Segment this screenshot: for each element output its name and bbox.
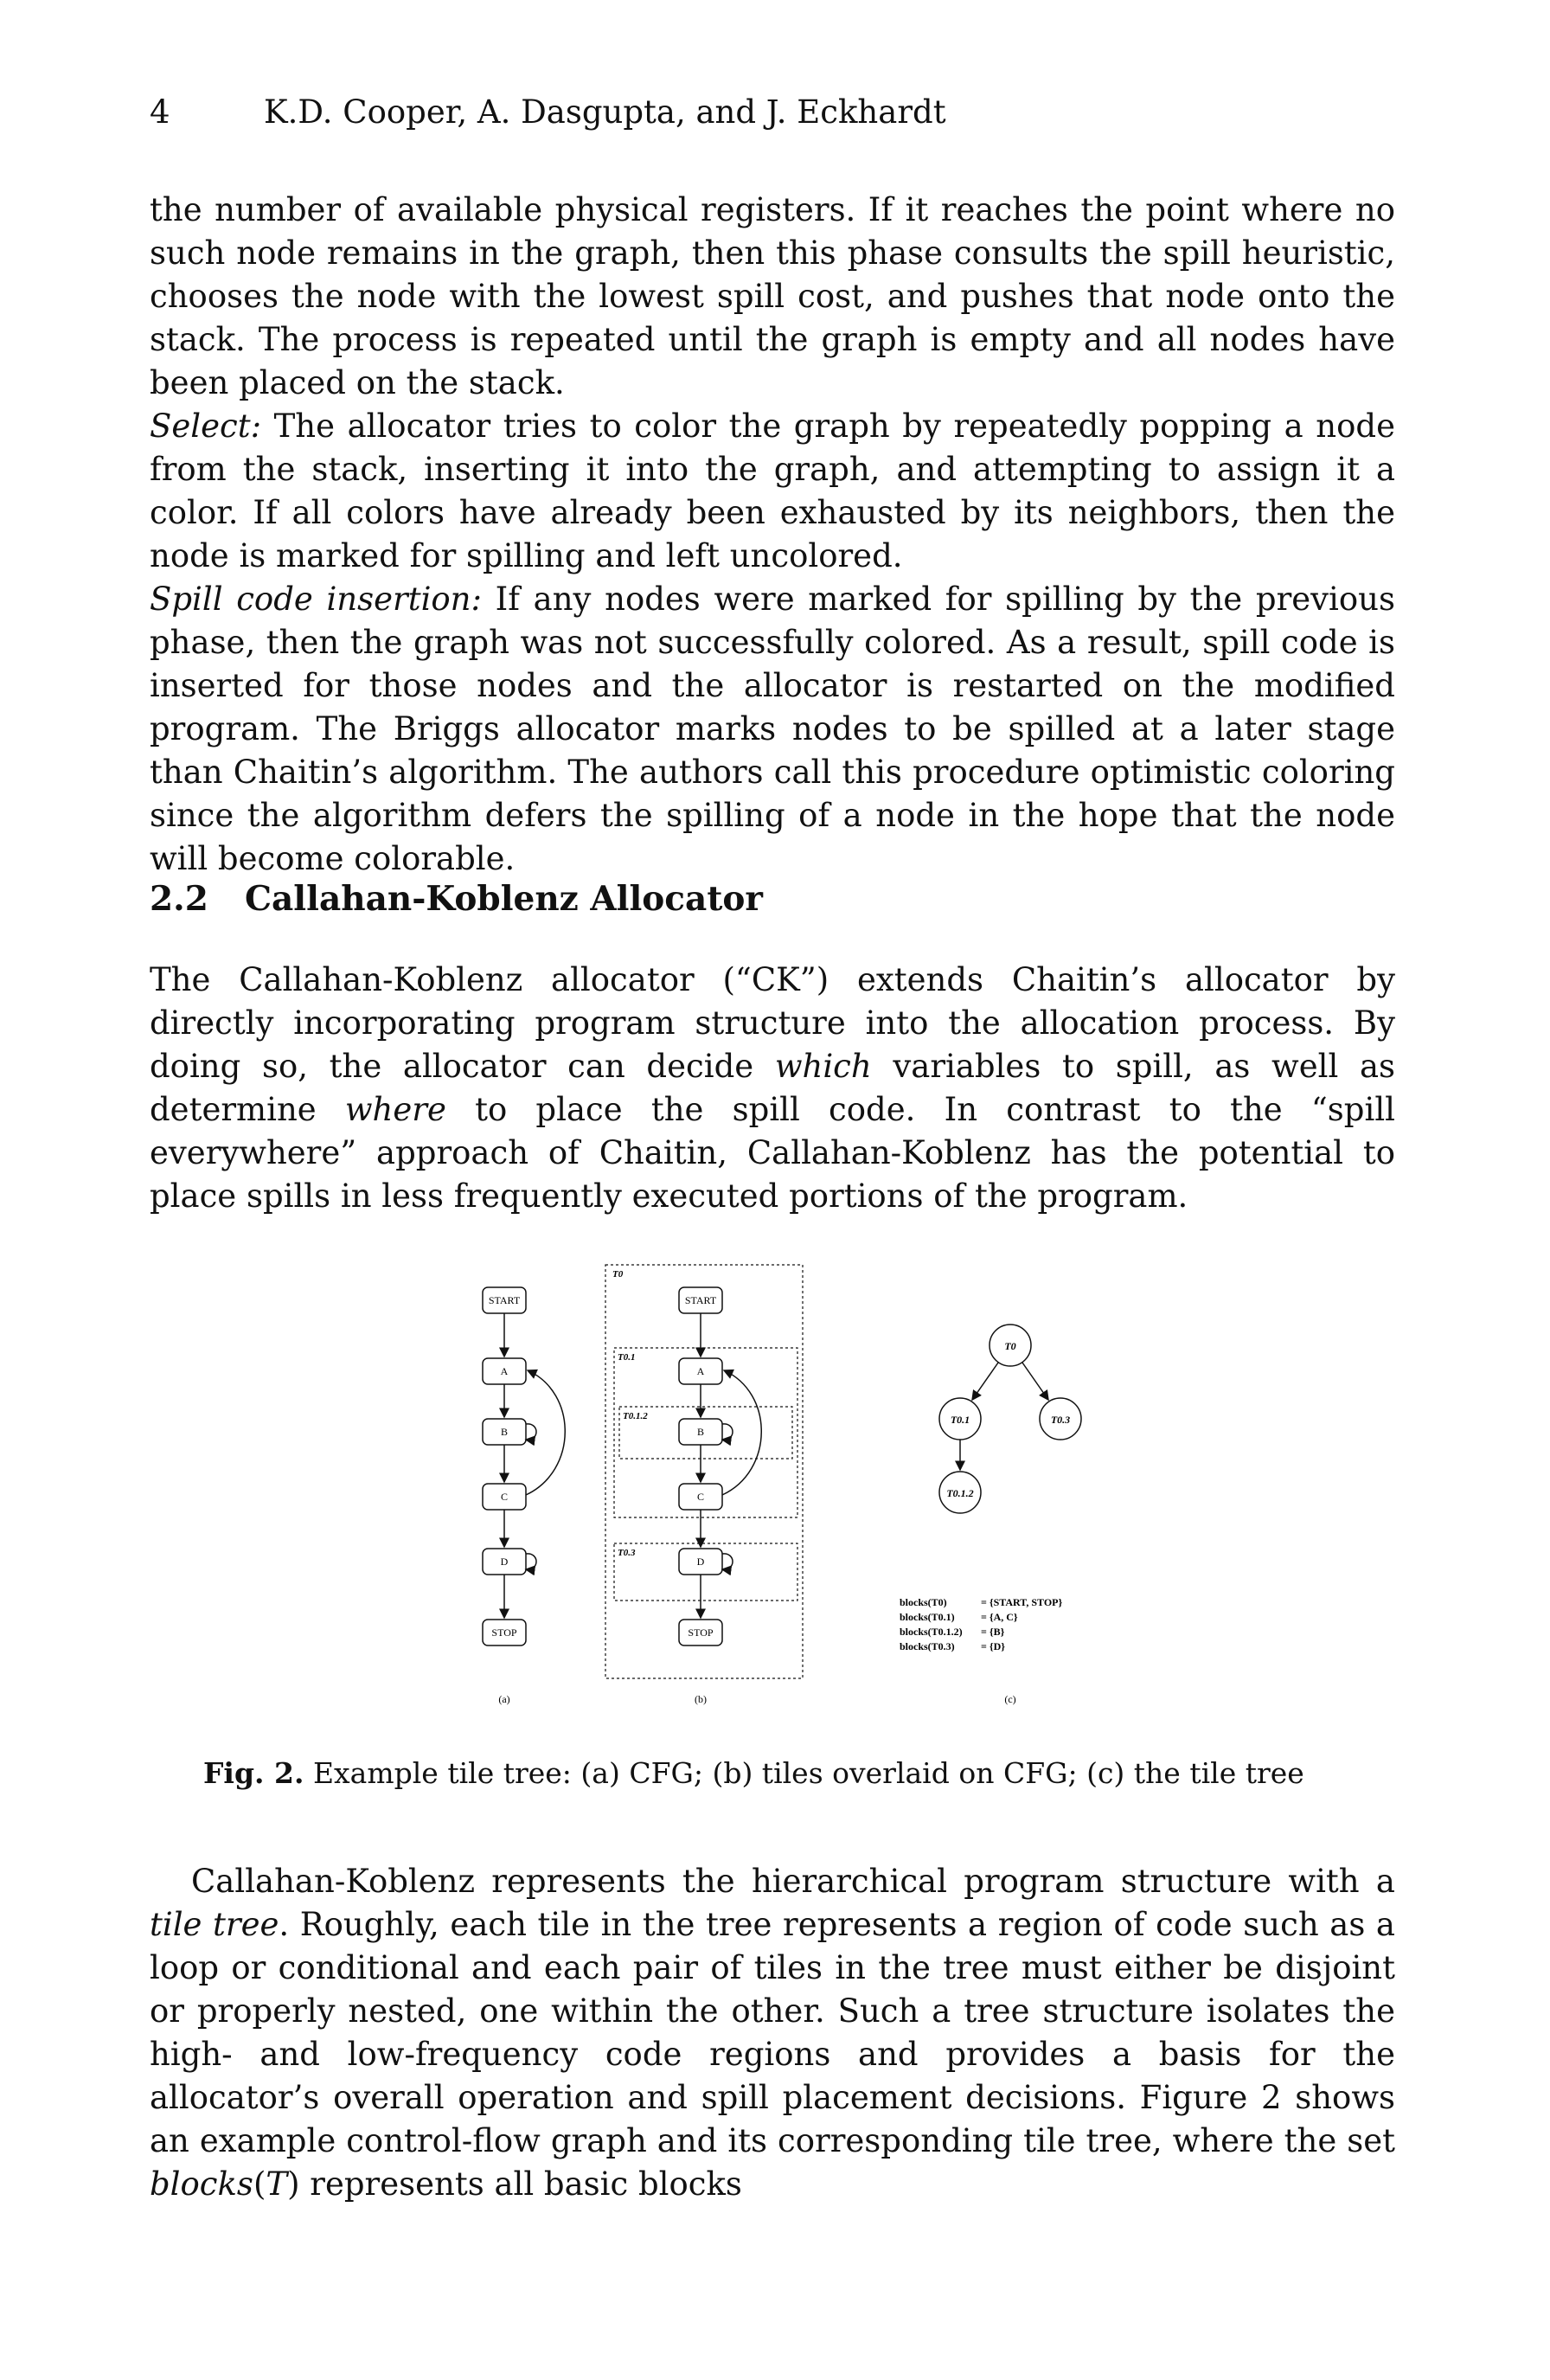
svg-text:C: C [696,1491,705,1503]
cfg-label-b: B [500,1426,509,1438]
cfg-label-a: A [500,1365,509,1377]
subfigure-labels [498,1693,1015,1705]
blocks-table [900,1596,1063,1652]
blocks-value-0: = {START, STOP} [981,1596,1063,1608]
sublabel-b: (b) [695,1693,707,1705]
tile-text-3: ( [253,2165,266,2203]
spill-paragraph [150,578,1395,881]
svg-text:T0: T0 [1004,1340,1016,1352]
ck-text-3: to place the spill code. In contrast to the “spill everywhere” approach of Chaitin, Callahan-Koblenz has the potential to place spills in less frequently executed portions of the program. [150,1091,1395,1215]
svg-text:B: B [696,1426,705,1438]
tile-em-tile-tree: tile tree [150,1906,279,1943]
cfg-label-stop: STOP [491,1626,517,1639]
tile-label-t012: T0.1.2 [623,1411,648,1421]
cfg-b [679,1287,761,1645]
tile-text-4: ) represents all basic blocks [287,2165,742,2203]
tile-t03-box [614,1543,797,1601]
cfg-label-d: D [500,1556,509,1568]
tile-text-2: . Roughly, each tile in the tree represents a region of code such as a loop or conditional and each pair of tiles in the tree must either be disjoint or properly nested, one within the other. Such a tree structure isolates the high- and low-frequency code regions and provides a basis for the allocator’s overall operation and spill placement decisions. Figure 2 shows an example control-flow graph and its corresponding tile tree, where the set [150,1906,1395,2159]
caption-label: Fig. 2. [203,1756,304,1790]
svg-text:A: A [696,1365,705,1377]
intro-text: the number of available physical registers. If it reaches the point where no such node remains in the graph, then this phase consults the spill heuristic, chooses the node with the lowest spill cost, and pushes that node onto the stack. The process is repeated until the graph is empty and all nodes have been placed on the stack. [150,191,1395,401]
blocks-name-1: blocks(T0.1) [900,1611,955,1623]
section-title: Callahan-Koblenz Allocator [245,879,763,919]
tile-label-t0: T0 [612,1269,624,1280]
intro-paragraph [150,189,1395,405]
tile-tree-paragraph [150,1860,1395,2206]
ck-text-2: variables to spill, as well as determine [150,1048,1395,1128]
tile-text-1: Callahan-Koblenz represents the hierarchical program structure with a [191,1863,1395,1900]
ck-text-1: The Callahan-Koblenz allocator (“CK”) extends Chaitin’s allocator by directly incorporating program structure into the allocation process. By doing so, the allocator can decide [150,961,1395,1085]
blocks-value-1: = {A, C} [981,1611,1018,1623]
select-text: The allocator tries to color the graph by repeatedly popping a node from the stack, inserting it into the graph, and attempting to assign it a color. If all colors have already been exhausted by its neighbors, then the node is marked for spilling and left uncolored. [150,407,1395,574]
caption-text: Example tile tree: (a) CFG; (b) tiles overlaid on CFG; (c) the tile tree [304,1756,1304,1790]
section-number: 2.2 [150,879,208,919]
ck-em-which: which [774,1048,872,1085]
svg-text:T0.3: T0.3 [1050,1414,1071,1426]
figure-caption [203,1756,1304,1790]
ck-paragraph [150,959,1395,1218]
tile-tree-labels [946,1340,1070,1499]
figure-2 [467,1263,1142,1730]
cfg-a [483,1287,565,1645]
running-header-authors: K.D. Cooper, A. Dasgupta, and J. Eckhardt [264,93,946,131]
tile-label-t01: T0.1 [618,1352,636,1363]
select-label: Select: [150,407,262,445]
page-number: 4 [150,93,170,131]
tile-em-blocks: blocks [150,2165,253,2203]
spill-label: Spill code insertion: [150,581,482,618]
tile-labels [612,1269,648,1558]
ck-em-where: where [344,1091,446,1128]
blocks-name-2: blocks(T0.1.2) [900,1626,963,1638]
svg-text:D: D [696,1556,705,1568]
spill-text: If any nodes were marked for spilling by the previous phase, then the graph was not successfully colored. As a result, spill code is inserted for those nodes and the allocator is restarted on the modified program. The Briggs allocator marks nodes to be spilled at a later stage than Chaitin’s algorithm. The authors call this procedure optimistic coloring since the algorithm defers the spilling of a node in the hope that the node will become colorable. [150,581,1395,877]
blocks-value-2: = {B} [981,1626,1005,1638]
tile-t01-box [614,1348,797,1517]
tile-t0-box [605,1265,803,1678]
blocks-value-3: = {D} [981,1640,1005,1652]
tiles-b [605,1265,803,1678]
cfg-label-start: START [488,1294,521,1306]
blocks-name-3: blocks(T0.3) [900,1640,955,1652]
cfg-label-c: C [500,1491,509,1503]
svg-text:T0.1: T0.1 [950,1414,970,1426]
svg-text:START: START [684,1294,717,1306]
sublabel-a: (a) [498,1693,510,1705]
sublabel-c: (c) [1004,1693,1016,1705]
tile-em-t: T [266,2165,288,2203]
svg-text:T0.1.2: T0.1.2 [946,1487,974,1499]
blocks-name-0: blocks(T0) [900,1596,947,1608]
svg-text:STOP: STOP [688,1626,714,1639]
tile-label-t03: T0.3 [618,1548,636,1558]
select-paragraph [150,405,1395,578]
